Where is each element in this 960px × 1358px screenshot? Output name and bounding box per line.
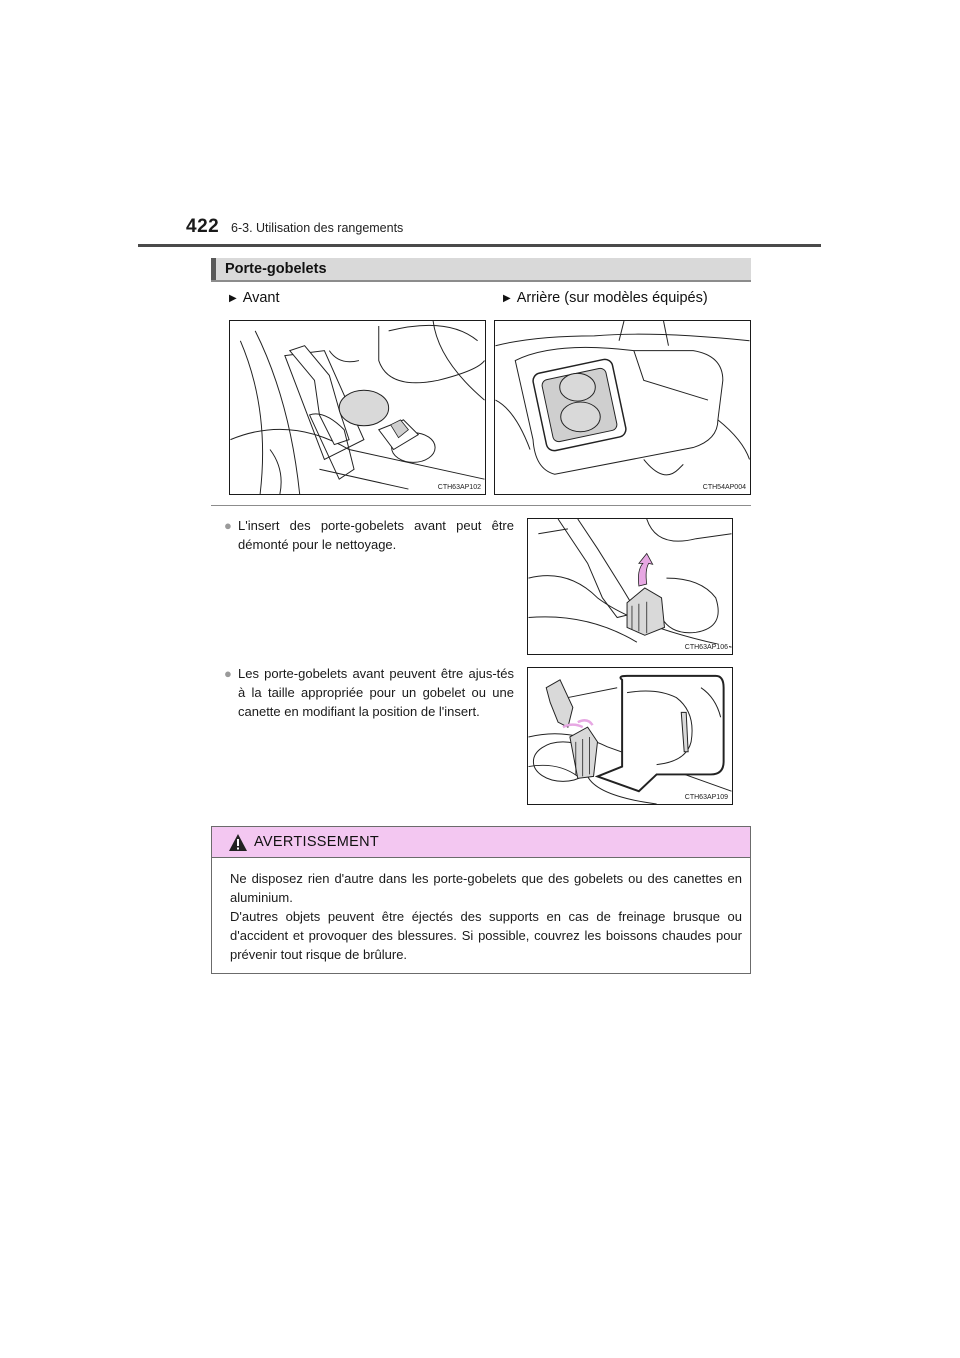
subhead-rear-label: Arrière (sur modèles équipés) (516, 290, 708, 306)
highlight-cup-rear-1 (560, 373, 596, 401)
warning-header (212, 827, 750, 858)
section-title: Porte-gobelets (225, 261, 327, 277)
insert-removal-illustration (528, 519, 732, 654)
figure-code: CTH63AP109 (684, 794, 728, 801)
page-number: 422 (186, 216, 220, 237)
insert-adjustment-illustration (528, 668, 732, 804)
section-divider (211, 505, 751, 506)
figure-code: CTH63AP102 (437, 484, 481, 491)
figure-front-cup-holder (229, 320, 486, 495)
rear-armrest-illustration (495, 321, 750, 494)
triangle-bullet-icon: ▶ (503, 293, 511, 304)
warning-box (211, 826, 751, 974)
figure-insert-adjustment (527, 667, 733, 805)
subhead-front (229, 290, 280, 306)
figure-insert-removal (527, 518, 733, 655)
bullet-dot-icon: ● (224, 518, 232, 533)
warning-body (230, 869, 742, 964)
figure-rear-cup-holder (494, 320, 751, 495)
front-console-illustration (230, 321, 485, 494)
warning-paragraph: D'autres objets peuvent être éjectés des supports en cas de freinage brusque ou d'accident et provoquer des blessures. Si possible, couvrez les boissons chaudes pour prévenir tout risque de brûlure. (230, 909, 742, 962)
bullet-text: Les porte-gobelets avant peuvent être ajus-tés à la taille appropriée pour un gobelet ou une canette en modifiant la position de l'insert. (238, 666, 514, 719)
figure-code: CTH54AP004 (702, 484, 746, 491)
subhead-rear (503, 290, 708, 306)
lift-arrow-icon (638, 553, 652, 586)
highlight-cup-front (339, 390, 388, 426)
chapter-title: 6-3. Utilisation des rangements (231, 221, 404, 235)
bullet-insert-removable (224, 516, 514, 554)
triangle-bullet-icon: ▶ (229, 293, 237, 304)
figure-code: CTH63AP106 (684, 644, 728, 651)
bullet-dot-icon: ● (224, 666, 232, 681)
highlight-cup-rear-2 (561, 402, 601, 432)
bullet-insert-adjustable (224, 664, 514, 721)
header-rule (138, 244, 821, 247)
subhead-front-label: Avant (242, 290, 280, 306)
section-bar (211, 258, 751, 282)
warning-paragraph: Ne disposez rien d'autre dans les porte-gobelets que des gobelets ou des canettes en aluminium. (230, 871, 742, 905)
warning-title: AVERTISSEMENT (254, 834, 380, 850)
bullet-text: L'insert des porte-gobelets avant peut être démonté pour le nettoyage. (238, 518, 514, 552)
warning-triangle-icon (228, 833, 248, 852)
section-bar-accent (211, 258, 216, 280)
